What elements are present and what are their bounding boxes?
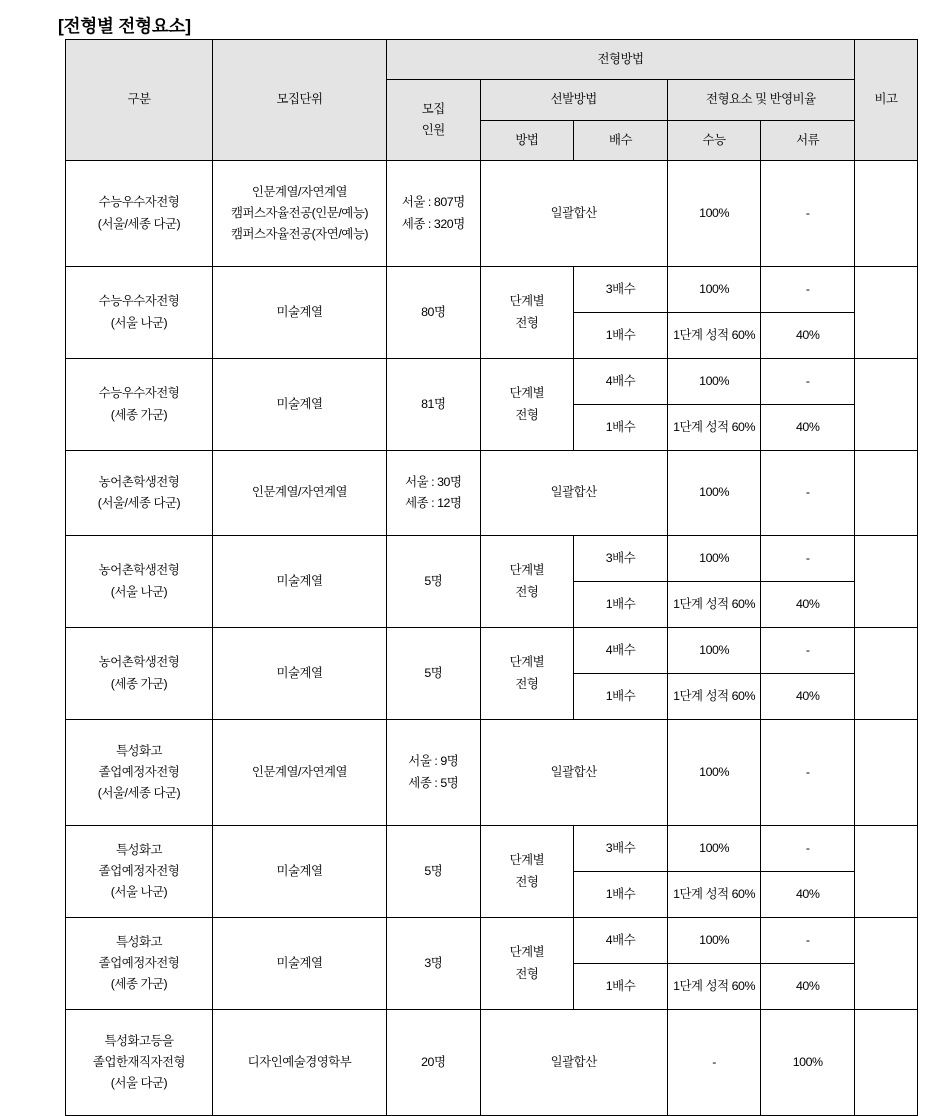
cell-recruit-unit xyxy=(213,536,387,628)
cell-gubun-line-2: 졸업예정자전형 xyxy=(98,955,180,970)
cell-method-line-2: 전형 xyxy=(515,676,539,691)
cell-recruit-count xyxy=(387,918,481,1010)
cell-recruit-unit-line-1: 인문계열/자연계열 xyxy=(251,184,348,199)
cell-recruit-unit xyxy=(213,826,387,918)
cell-seoryu: 40% xyxy=(761,582,855,628)
cell-seoryu: - xyxy=(761,161,855,267)
header-recruit-count-line1: 모집 xyxy=(421,101,445,116)
cell-gubun-line-1: 수능우수자전형 xyxy=(98,386,180,401)
cell-recruit-count-line-1: 80명 xyxy=(421,304,446,319)
cell-recruit-unit-line-2: 캠퍼스자율전공(인문/예능) xyxy=(230,205,369,220)
table-row xyxy=(66,628,918,674)
cell-gubun-line-2: (서울 나군) xyxy=(110,315,168,330)
cell-suneung: 100% xyxy=(667,536,761,582)
cell-gubun-line-2: 졸업예정자전형 xyxy=(98,863,180,878)
cell-recruit-count-line-2: 세종 : 5명 xyxy=(408,775,459,790)
header-method: 방법 xyxy=(480,121,574,161)
header-recruit-count xyxy=(387,80,481,161)
cell-suneung: 100% xyxy=(667,826,761,872)
cell-remark xyxy=(855,720,918,826)
cell-recruit-count-line-1: 81명 xyxy=(421,396,446,411)
cell-recruit-unit-line-1: 미술계열 xyxy=(276,863,323,878)
cell-method-line-2: 전형 xyxy=(515,407,539,422)
header-factors-group: 전형요소 및 반영비율 xyxy=(667,80,854,121)
cell-gubun-line-1: 수능우수자전형 xyxy=(98,195,180,210)
cell-method-line-1: 단계별 xyxy=(509,386,545,401)
cell-method-merged: 일괄합산 xyxy=(480,451,667,536)
cell-seoryu: 40% xyxy=(761,872,855,918)
page-title: [전형별 전형요소] xyxy=(58,16,191,36)
cell-seoryu: 40% xyxy=(761,964,855,1010)
cell-gubun xyxy=(66,161,213,267)
cell-gubun-line-1: 특성화고 xyxy=(115,842,163,857)
cell-recruit-unit-line-1: 미술계열 xyxy=(276,304,323,319)
cell-gubun xyxy=(66,918,213,1010)
cell-gubun-line-1: 농어촌학생전형 xyxy=(98,655,180,670)
cell-suneung: 1단계 성적 60% xyxy=(667,582,761,628)
cell-recruit-unit-line-1: 인문계열/자연계열 xyxy=(251,764,348,779)
table-row xyxy=(66,267,918,313)
cell-gubun-line-1: 수능우수자전형 xyxy=(98,294,180,309)
cell-recruit-count-line-1: 서울 : 807명 xyxy=(401,195,465,210)
admissions-table xyxy=(65,39,918,1116)
cell-suneung: 100% xyxy=(667,267,761,313)
cell-recruit-unit-line-1: 디자인예술경영학부 xyxy=(247,1054,352,1069)
cell-recruit-count-line-1: 5명 xyxy=(424,863,443,878)
cell-method xyxy=(480,628,574,720)
cell-recruit-count-line-1: 서울 : 30명 xyxy=(405,474,462,489)
cell-seoryu: - xyxy=(761,918,855,964)
cell-ratio: 1배수 xyxy=(574,405,668,451)
cell-method-line-1: 단계별 xyxy=(509,563,545,578)
cell-gubun xyxy=(66,628,213,720)
cell-method-line-1: 단계별 xyxy=(509,853,545,868)
cell-recruit-count-line-1: 5명 xyxy=(424,665,443,680)
cell-suneung: 100% xyxy=(667,720,761,826)
cell-ratio: 1배수 xyxy=(574,872,668,918)
cell-suneung: 100% xyxy=(667,161,761,267)
cell-recruit-count xyxy=(387,720,481,826)
cell-recruit-unit xyxy=(213,267,387,359)
cell-gubun-line-2: 졸업예정자전형 xyxy=(98,764,180,779)
cell-method xyxy=(480,267,574,359)
cell-gubun xyxy=(66,826,213,918)
cell-gubun-line-3: (서울/세종 다군) xyxy=(97,786,181,801)
header-remark: 비고 xyxy=(855,40,918,161)
cell-method xyxy=(480,918,574,1010)
table-header xyxy=(66,40,918,161)
cell-gubun-line-3: (서울 다군) xyxy=(110,1076,168,1091)
cell-gubun-line-1: 농어촌학생전형 xyxy=(98,563,180,578)
cell-gubun-line-1: 특성화고 xyxy=(115,743,163,758)
cell-gubun-line-1: 특성화고등을 xyxy=(104,1033,174,1048)
cell-gubun-line-2: (세종 가군) xyxy=(110,676,168,691)
cell-seoryu: - xyxy=(761,359,855,405)
cell-method-merged: 일괄합산 xyxy=(480,1010,667,1116)
header-row-1 xyxy=(66,40,918,80)
cell-ratio: 1배수 xyxy=(574,313,668,359)
cell-remark xyxy=(855,826,918,918)
cell-seoryu: 40% xyxy=(761,674,855,720)
cell-remark xyxy=(855,359,918,451)
cell-method xyxy=(480,826,574,918)
cell-remark xyxy=(855,918,918,1010)
cell-gubun-line-3: (서울 나군) xyxy=(110,885,168,900)
cell-recruit-count xyxy=(387,267,481,359)
cell-recruit-count xyxy=(387,628,481,720)
cell-ratio: 1배수 xyxy=(574,674,668,720)
cell-recruit-count-line-1: 5명 xyxy=(424,573,443,588)
cell-recruit-count-line-1: 3명 xyxy=(424,955,443,970)
cell-suneung: 1단계 성적 60% xyxy=(667,872,761,918)
cell-suneung: 100% xyxy=(667,918,761,964)
cell-gubun-line-1: 농어촌학생전형 xyxy=(98,474,180,489)
table-row xyxy=(66,826,918,872)
cell-method-line-2: 전형 xyxy=(515,874,539,889)
header-ratio: 배수 xyxy=(574,121,668,161)
cell-method-line-1: 단계별 xyxy=(509,655,545,670)
cell-method-line-2: 전형 xyxy=(515,315,539,330)
cell-gubun xyxy=(66,359,213,451)
cell-seoryu: 40% xyxy=(761,405,855,451)
header-suneung: 수능 xyxy=(667,121,761,161)
cell-remark xyxy=(855,628,918,720)
table-row xyxy=(66,720,918,826)
cell-ratio: 4배수 xyxy=(574,918,668,964)
cell-recruit-unit xyxy=(213,451,387,536)
table-row xyxy=(66,359,918,405)
cell-seoryu: - xyxy=(761,451,855,536)
cell-recruit-unit-line-3: 캠퍼스자율전공(자연/예능) xyxy=(230,227,369,242)
cell-seoryu: 100% xyxy=(761,1010,855,1116)
cell-gubun xyxy=(66,720,213,826)
cell-recruit-unit-line-1: 미술계열 xyxy=(276,955,323,970)
cell-remark xyxy=(855,536,918,628)
cell-recruit-count xyxy=(387,161,481,267)
cell-seoryu: - xyxy=(761,628,855,674)
cell-recruit-unit xyxy=(213,161,387,267)
cell-recruit-count-line-2: 세종 : 320명 xyxy=(401,216,465,231)
cell-method-line-2: 전형 xyxy=(515,584,539,599)
header-recruit-unit: 모집단위 xyxy=(213,40,387,161)
cell-ratio: 3배수 xyxy=(574,536,668,582)
cell-ratio: 3배수 xyxy=(574,267,668,313)
cell-recruit-unit xyxy=(213,918,387,1010)
cell-method-merged: 일괄합산 xyxy=(480,720,667,826)
table-row xyxy=(66,161,918,267)
cell-remark xyxy=(855,451,918,536)
cell-remark xyxy=(855,267,918,359)
cell-suneung: 1단계 성적 60% xyxy=(667,313,761,359)
cell-gubun-line-2: (서울 나군) xyxy=(110,584,168,599)
header-selection-group: 선발방법 xyxy=(480,80,667,121)
cell-recruit-unit-line-1: 미술계열 xyxy=(276,396,323,411)
cell-gubun-line-2: (서울/세종 다군) xyxy=(97,496,181,510)
cell-gubun-line-3: (세종 가군) xyxy=(110,977,168,992)
cell-seoryu: - xyxy=(761,720,855,826)
cell-recruit-unit-line-1: 미술계열 xyxy=(276,665,323,680)
cell-ratio: 4배수 xyxy=(574,628,668,674)
cell-suneung: 1단계 성적 60% xyxy=(667,405,761,451)
cell-seoryu: - xyxy=(761,536,855,582)
header-recruit-count-line2: 인원 xyxy=(421,123,445,137)
cell-recruit-unit xyxy=(213,720,387,826)
cell-method xyxy=(480,536,574,628)
cell-method-line-1: 단계별 xyxy=(509,945,545,960)
cell-method xyxy=(480,359,574,451)
cell-ratio: 1배수 xyxy=(574,582,668,628)
cell-recruit-unit xyxy=(213,628,387,720)
cell-method-line-2: 전형 xyxy=(515,966,539,981)
cell-gubun-line-2: 졸업한재직자전형 xyxy=(92,1054,186,1069)
cell-recruit-unit xyxy=(213,359,387,451)
table-row xyxy=(66,918,918,964)
cell-recruit-count-line-1: 서울 : 9명 xyxy=(408,754,459,769)
cell-suneung: - xyxy=(667,1010,761,1116)
cell-recruit-count xyxy=(387,826,481,918)
cell-method-line-1: 단계별 xyxy=(509,294,545,309)
cell-ratio: 4배수 xyxy=(574,359,668,405)
table-row xyxy=(66,536,918,582)
header-gubun: 구분 xyxy=(66,40,213,161)
header-selection-method-group: 전형방법 xyxy=(387,40,855,80)
cell-suneung: 1단계 성적 60% xyxy=(667,674,761,720)
cell-gubun-line-1: 특성화고 xyxy=(115,934,163,949)
cell-gubun xyxy=(66,451,213,536)
cell-recruit-count xyxy=(387,536,481,628)
cell-recruit-count-line-1: 20명 xyxy=(421,1054,446,1069)
cell-recruit-unit-line-1: 인문계열/자연계열 xyxy=(251,485,348,500)
cell-seoryu: 40% xyxy=(761,313,855,359)
cell-ratio: 1배수 xyxy=(574,964,668,1010)
cell-suneung: 100% xyxy=(667,359,761,405)
cell-suneung: 100% xyxy=(667,628,761,674)
cell-recruit-count xyxy=(387,359,481,451)
cell-gubun-line-2: (세종 가군) xyxy=(110,407,168,422)
table-row xyxy=(66,451,918,536)
cell-method-merged: 일괄합산 xyxy=(480,161,667,267)
cell-gubun xyxy=(66,267,213,359)
cell-recruit-count-line-2: 세종 : 12명 xyxy=(405,496,462,510)
cell-suneung: 1단계 성적 60% xyxy=(667,964,761,1010)
cell-ratio: 3배수 xyxy=(574,826,668,872)
table-body xyxy=(66,161,918,1116)
cell-gubun-line-2: (서울/세종 다군) xyxy=(97,216,181,231)
cell-recruit-unit-line-1: 미술계열 xyxy=(276,573,323,588)
cell-gubun xyxy=(66,536,213,628)
cell-suneung: 100% xyxy=(667,451,761,536)
cell-recruit-count xyxy=(387,451,481,536)
cell-remark xyxy=(855,161,918,267)
header-seoryu: 서류 xyxy=(761,121,855,161)
cell-seoryu: - xyxy=(761,826,855,872)
cell-seoryu: - xyxy=(761,267,855,313)
